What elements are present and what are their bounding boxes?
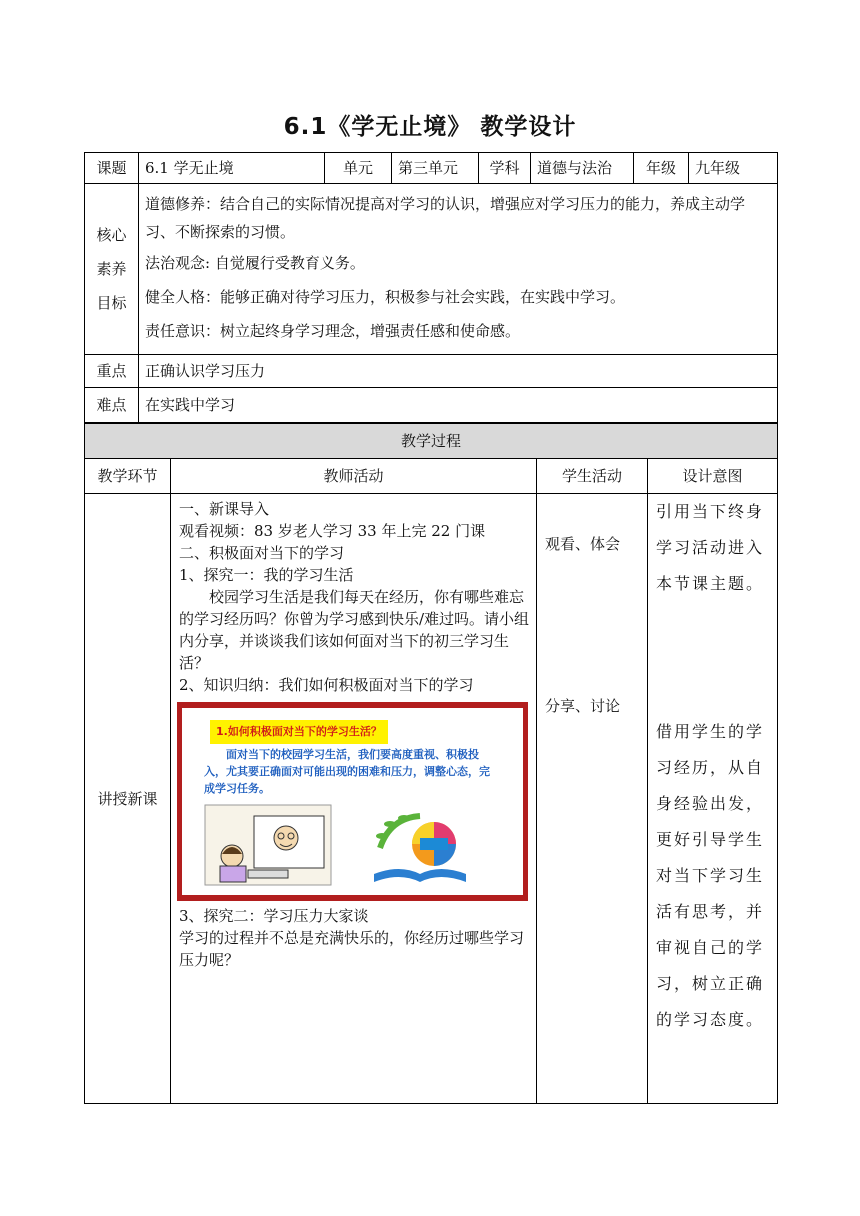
core-label [85, 184, 139, 355]
student-cartoon-icon [204, 804, 332, 886]
core-label-line: 素养 [96, 260, 127, 278]
core-goal-item: 责任意识：树立起终身学习理念，增强责任感和使命感。 [145, 322, 521, 340]
difficulty-label: 难点 [85, 388, 139, 423]
process-table [84, 423, 778, 1104]
difficulty-value: 在实践中学习 [139, 388, 778, 423]
teacher-line: 一、新课导入 [179, 500, 270, 518]
student-line: 观看、体会 [545, 535, 621, 553]
teacher-line: 校园学习生活是我们每天在经历，你有哪些难忘的学习经历吗？你曾为学习感到快乐/难过吗。请小组内分享，并谈谈我们该如何面对当下的初三学习生活？ [179, 588, 530, 672]
student-activity [537, 494, 648, 1104]
process-heading: 教学过程 [85, 424, 778, 459]
core-goal-item: 道德修养：结合自己的实际情况提高对学习的认识，增强应对学习压力的能力，养成主动学习、不断探索的习惯。 [145, 195, 746, 241]
unit-value: 第三单元 [392, 153, 479, 184]
slide-tag: 1.如何积极面对当下的学习生活？ [210, 720, 388, 744]
teacher-line: 二、积极面对当下的学习 [179, 544, 345, 562]
topic-label: 课题 [85, 153, 139, 184]
core-goal-item: 法治观念: 自觉履行受教育义务。 [145, 254, 365, 272]
core-goals [139, 184, 778, 355]
unit-label: 单元 [325, 153, 392, 184]
teacher-line: 2、知识归纳：我们如何积极面对当下的学习 [179, 676, 474, 694]
info-table [84, 152, 778, 423]
teacher-line: 学习的过程并不总是充满快乐的，你经历过哪些学习压力呢？ [179, 929, 525, 969]
teacher-line: 1、探究一：我的学习生活 [179, 566, 354, 584]
design-intent [648, 494, 778, 1104]
intent-line: 借用学生的学习经历，从自身经验出发，更好引导学生对当下学习生活有思考，并审视自己的学习，树立正确的学习态度。 [656, 722, 765, 1029]
intent-line: 引用当下终身学习活动进入本节课主题。 [656, 502, 765, 593]
student-line: 分享、讨论 [545, 697, 621, 715]
page-title: 6.1《学无止境》 教学设计 [283, 114, 577, 140]
grade-label: 年级 [634, 153, 689, 184]
teacher-line: 观看视频：83 岁老人学习 33 年上完 22 门课 [179, 522, 486, 540]
core-label-line: 目标 [96, 294, 127, 312]
core-label-line: 核心 [96, 226, 127, 244]
happy-learning-logo-icon [360, 808, 480, 886]
lesson-slide-image [177, 702, 528, 901]
key-point-value: 正确认识学习压力 [139, 355, 778, 388]
core-goal-item: 健全人格：能够正确对待学习压力，积极参与社会实践，在实践中学习。 [145, 288, 626, 306]
subject-label: 学科 [479, 153, 531, 184]
topic-value: 6.1 学无止境 [139, 153, 325, 184]
key-point-label: 重点 [85, 355, 139, 388]
col-stage: 教学环节 [85, 459, 171, 494]
teacher-activity [171, 494, 537, 1104]
col-intent: 设计意图 [648, 459, 778, 494]
stage-cell: 讲授新课 [85, 494, 171, 1104]
slide-text: 面对当下的校园学习生活，我们要高度重视、积极投入，尤其要正确面对可能出现的困难和压力，调整心态，完成学习任务。 [204, 748, 490, 795]
subject-value: 道德与法治 [531, 153, 634, 184]
grade-value: 九年级 [689, 153, 778, 184]
col-student: 学生活动 [537, 459, 648, 494]
teacher-line: 3、探究二：学习压力大家谈 [179, 907, 369, 925]
col-teacher: 教师活动 [171, 459, 537, 494]
